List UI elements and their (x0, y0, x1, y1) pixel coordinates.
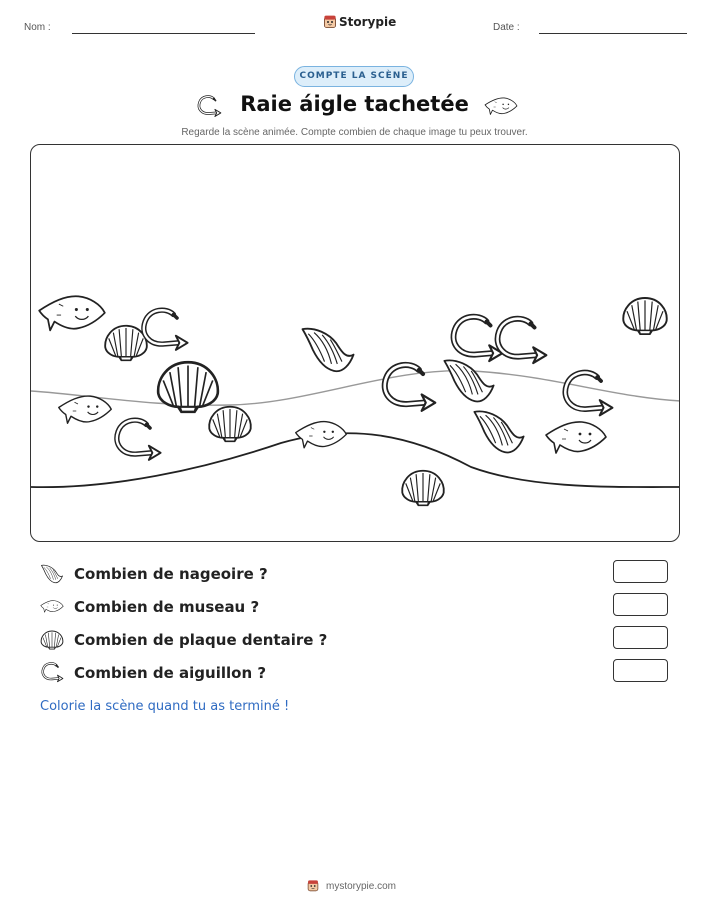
answer-box-fin[interactable] (613, 560, 668, 583)
snout-icon (39, 296, 105, 330)
date-field[interactable] (539, 33, 687, 34)
name-label: Nom : (24, 22, 51, 33)
fin-icon (474, 411, 523, 452)
question-fin (40, 562, 672, 588)
footer (0, 878, 709, 896)
question-shell (40, 628, 672, 654)
shell-icon (209, 407, 251, 442)
storypie-logo-icon (306, 878, 320, 894)
section-badge: COMPTE LA SCÈNE (294, 66, 414, 87)
question-stinger (40, 661, 672, 687)
wave-line-top (31, 371, 680, 406)
question-label: Combien de nageoire ? (74, 565, 268, 583)
answer-box-snout[interactable] (613, 593, 668, 616)
stinger-icon (40, 661, 64, 685)
snout-icon (59, 396, 112, 423)
brand-name: Storypie (339, 15, 397, 29)
answer-box-stinger[interactable] (613, 659, 668, 682)
shell-icon (402, 471, 444, 506)
instructions: Regarde la scène animée. Compte combien de chaque image tu peux trouver. (181, 127, 528, 138)
scene-frame (30, 144, 680, 542)
stinger-icon (565, 373, 612, 416)
stinger-icon (498, 319, 547, 363)
date-label: Date : (493, 22, 520, 33)
footer-url[interactable]: mystorypie.com (326, 881, 397, 892)
question-label: Combien de museau ? (74, 598, 260, 616)
name-field[interactable] (72, 33, 255, 34)
question-label: Combien de aiguillon ? (74, 664, 267, 682)
question-snout (40, 595, 672, 621)
stinger-icon (144, 310, 188, 350)
snout-icon (546, 422, 606, 453)
snout-icon (40, 595, 64, 619)
shell-icon (105, 326, 147, 361)
page-title: Raie áigle tachetée (240, 92, 469, 116)
snout-title-icon (484, 96, 518, 118)
storypie-logo-icon (322, 13, 338, 31)
color-instruction: Colorie la scène quand tu as terminé ! (40, 699, 290, 714)
shell-icon (623, 298, 666, 334)
brand-logo (322, 13, 397, 33)
answer-box-shell[interactable] (613, 626, 668, 649)
fin-icon (444, 360, 493, 401)
question-label: Combien de plaque dentaire ? (74, 631, 328, 649)
fin-icon (302, 329, 353, 372)
snout-icon (296, 422, 347, 448)
stinger-icon (117, 420, 161, 460)
shell-icon (158, 362, 218, 412)
fin-icon (40, 562, 64, 586)
scene-illustration (31, 145, 680, 542)
shell-icon (40, 628, 64, 652)
